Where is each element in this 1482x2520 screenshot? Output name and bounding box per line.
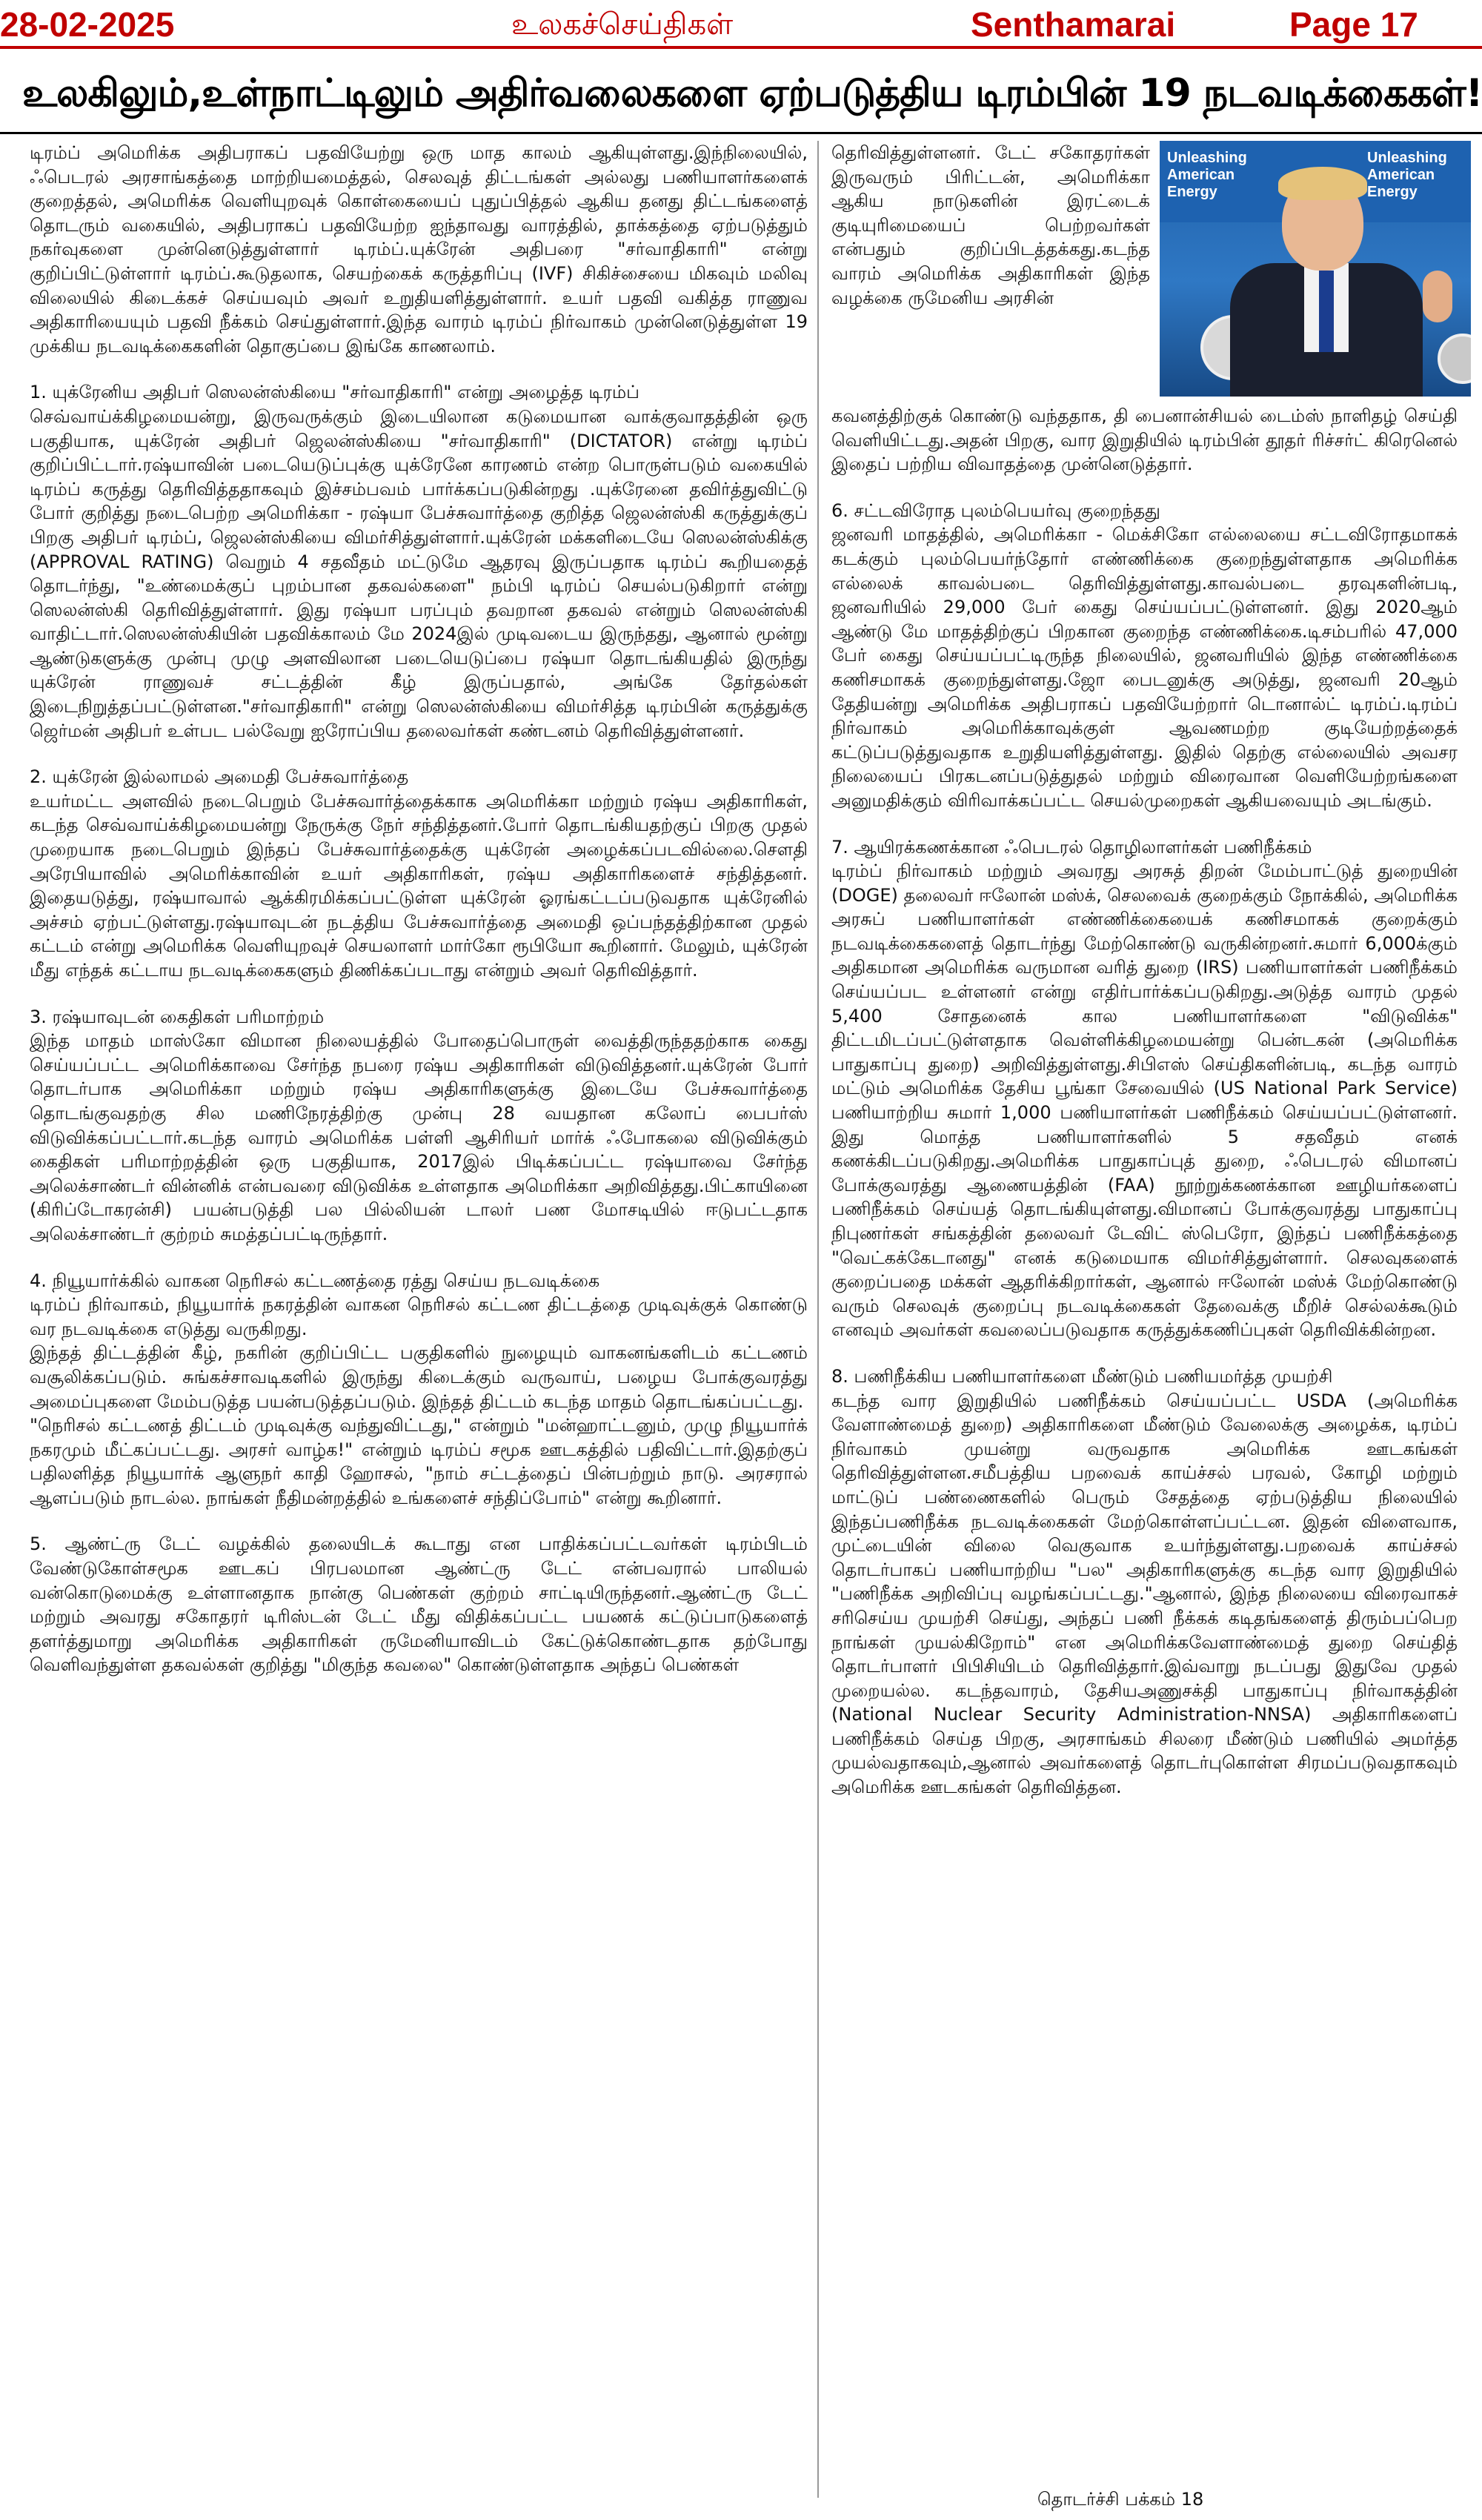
issue-date: 28-02-2025 [0, 5, 175, 44]
speaker-hand [1423, 271, 1452, 322]
item-5-continued: கவனத்திற்குக் கொண்டு வந்ததாக, தி பைனான்சியல் டைம்ஸ் நாளிதழ் செய்தி வெளியிட்டது.அதன் பிறகு, வார இறுதியில் டிரம்பின் தூதர் ரிச்சர்ட் கிரெனெல் இதைப் பற்றிய விவாதத்தை முன்னெடுத்தார். [831, 405, 1458, 475]
article-item-6: 6. சட்டவிரோத புலம்பெயர்வு குறைந்தது ஜனவரி மாதத்தில், அமெரிக்கா - மெக்சிகோ எல்லையை சட்டவிரோதமாகக் கடக்கும் புலம்பெயர்ந்தோர் எண்ணிக்கை குறைந்துள்ளதாக அமெரிக்க எல்லைக் காவல்படை தெரிவித்துள்ளது.காவல்படை தரவுகளின்படி, ஜனவரியில் 29,000 பேர் கைது செய்யப்பட்டுள்ளனர். இது 2020ஆம் ஆண்டு மே மாதத்திற்குப் பிறகான குறைந்த எண்ணிக்கை.டிசம்பரில் 47,000 பேர் கைது செய்யப்பட்டிருந்த நிலையில், ஜனவரியில் இந்த எண்ணிக்கை கணிசமாகக் குறைந்துள்ளது.ஜோ பைடனுக்கு அடுத்து, ஜனவரி 20ஆம் தேதியன்று அமெரிக்க அதிபராகப் பதவியேற்றார் டொனால்ட் டிரம்ப்.டிரம்ப் நிர்வாகம் அமெரிக்காவுக்குள் ஆவணமற்ற குடியேற்றத்தைக் கட்டுப்படுத்துவதாக உறுதியளித்துள்ளது. இதில் தெற்கு எல்லையில் அவசர நிலையைப் பிரகடனப்படுத்துதல் மற்றும் விரைவான வெளியேற்றங்களை அனுமதிக்கும் விரிவாக்கப்பட்ட செயல்முறைகள் ஆகியவையும் அடங்கும். [831, 500, 1458, 811]
article-item-3: 3. ரஷ்யாவுடன் கைதிகள் பரிமாற்றம் இந்த மாதம் மாஸ்கோ விமான நிலையத்தில் போதைப்பொருள் வைத்திருந்ததற்காக கைது செய்யப்பட்ட அமெரிக்காவை சேர்ந்த நபரை ரஷ்ய அதிகாரிகள் விடுவித்தனர்.யுக்ரேன் போர் தொடர்பாக அமெரிக்கா மற்றும் ரஷ்ய அதிகாரிகளுக்கு இடையே பேச்சுவார்த்தை தொடங்குவதற்கு சில மணிநேரத்திற்கு முன்பு 28 வயதான கலோப் பைபர்ஸ் விடுவிக்கப்பட்டார்.கடந்த வாரம் அமெரிக்க பள்ளி ஆசிரியர் மார்க் ஃபோகலை விடுவிக்கும் கைதிகள் பரிமாற்றத்தின் ஒரு பகுதியாக, 2017இல் பிடிக்கப்பட்ட ரஷ்யாவை சேர்ந்த அலெக்சாண்டர் வின்னிக் என்பவரை விடுவிக்க உள்ளதாக அமெரிக்கா அறிவித்தது.பிட்காயினை (கிரிப்டோகரன்சி) பயன்படுத்தி பல பில்லியன் டாலர் பண மோசடியில் ஈடுபட்டதாக அலெக்சாண்டர் குற்றம் சுமத்தப்பட்டிருந்தார். [30, 1006, 808, 1244]
section-name: உலகச்செய்திகள் [511, 7, 734, 42]
article-item-7: 7. ஆயிரக்கணக்கான ஃபெடரல் தொழிலாளர்கள் பணிநீக்கம் டிரம்ப் நிர்வாகம் மற்றும் அவரது அரசுத் திறன் மேம்பாட்டுத் துறையின் (DOGE) தலைவர் ஈலோன் மஸ்க், செலவைக் குறைக்கும் நோக்கில், அமெரிக்க அரசுப் பணியாளர்கள் எண்ணிக்கையைக் கணிசமாகக் குறைக்கும் நடவடிக்கைகளைத் தொடர்ந்து மேற்கொண்டு வருகின்றனர்.சுமார் 6,000க்கும் அதிகமான அமெரிக்க வருமான வரித் துறை (IRS) பணியாளர்கள் பணிநீக்கம் செய்யப்பட உள்ளனர் என்று எதிர்பார்க்கப்படுகிறது.அடுத்த வாரம் முதல் 5,400 சோதனைக் கால பணியாளர்களை "விடுவிக்க" திட்டமிடப்பட்டுள்ளதாக வெள்ளிக்கிழமையன்று பென்டகன் (அமெரிக்க பாதுகாப்பு துறை) அறிவித்துள்ளது.சிபிஎஸ் செய்திகளின்படி, கடந்த வாரம் மட்டும் அமெரிக்க தேசிய பூங்கா சேவையில் (US National Park Service) பணியாற்றிய சுமார் 1,000 பணியாளர்கள் பணிநீக்கம் செய்யப்பட்டுள்ளனர். இது மொத்த பணியாளர்களில் 5 சதவீதம் எனக் கணக்கிடப்படுகிறது.அமெரிக்க பாதுகாப்புத் துறை, ஃபெடரல் விமானப் போக்குவரத்து ஆணையத்தின் (FAA) நூற்றுக்கணக்கான ஊழியர்களைப் பணிநீக்கம் செய்யத் தொடங்கியுள்ளது.விமானப் போக்குவரத்து பாதுகாப்பு நிபுணர்கள் சங்கத்தின் தலைவர் டேவிட் ஸ்பெரோ, இந்தப் பணிநீக்கத்தை "வெட்கக்கேடானது" எனக் கடுமையாக விமர்சித்துள்ளார். செலவுகளைக் குறைப்பதை மக்கள் ஆதரிக்கிறார்கள், ஆனால் ஈலோன் மஸ்க் மேற்கொண்டு வரும் செலவுக் குறைப்பு நடவடிக்கைகள் தேவைக்கு மீறிச் செல்லக்கூடும் எனவும் அவர்கள் கவலைப்படுவதாக கருத்துக்கணிப்புகள் தெரிவிக்கின்றன. [831, 836, 1458, 1341]
article-item-2: 2. யுக்ரேன் இல்லாமல் அமைதி பேச்சுவார்த்தை உயர்மட்ட அளவில் நடைபெறும் பேச்சுவார்த்தைக்காக அமெரிக்கா மற்றும் ரஷ்ய அதிகாரிகள், கடந்த செவ்வாய்க்கிழமையன்று நேருக்கு நேர் சந்தித்தனர்.போர் தொடங்கியதற்குப் பிறகு முதல் முறையாக நடைபெறும் இந்தப் பேச்சுவார்த்தைக்கு யுக்ரேன் அழைக்கப்படவில்லை.சௌதி அரேபியாவில் அமெரிக்காவின் உயர் அதிகாரிகள், ரஷ்ய அதிகாரிகளைச் சந்தித்தனர். இதையடுத்து, ரஷ்யாவால் ஆக்கிரமிக்கப்பட்டுள்ள யுக்ரேன் ஓரங்கட்டப்படுவதாக யுக்ரேனில் அச்சம் ஏற்பட்டுள்ளது.ரஷ்யாவுடன் நடத்திய பேச்சுவார்த்தை அமைதி ஒப்பந்தத்திற்கான முதல் கட்டம் என்று அமெரிக்க வெளியுறவுச் செயலாளர் மார்கோ ரூபியோ கூறினார். மேலும், யுக்ரேன் மீது எந்தக் கட்டாய நடவடிக்கைகளும் திணிக்கப்படாது என்றும் அவர் தெரிவித்தார். [30, 766, 808, 981]
backdrop-slogan-left: Unleashing American Energy [1167, 150, 1247, 200]
intro-paragraph: டிரம்ப் அமெரிக்க அதிபராகப் பதவியேற்று ஒரு மாத காலம் ஆகியுள்ளது.இந்நிலையில், ஃபெடரல் அரசாங்கத்தை மாற்றியமைத்தல், செலவுத் திட்டங்கள் அல்லது பணியாளர்களைக் குறைத்தல், அமெரிக்க வெளியுறவுக் கொள்கையைப் புதுப்பித்தல் ஆகிய தனது திட்டங்களைத் தொடரும் வகையில், அதிபராகப் பதவியேற்ற ஐந்தாவது வாரத்தில், தாக்கத்தை ஏற்படுத்தும் நகர்வுகளை முன்னெடுத்துள்ளார் டிரம்ப்.யுக்ரேன் அதிபரை "சர்வாதிகாரி" என்று குறிப்பிட்டுள்ளார் டிரம்ப்.கூடுதலாக, செயற்கைக் கருத்தரிப்பு (IVF) சிகிச்சையை மிகவும் மலிவு விலையில் கிடைக்கச் செய்யவும் அவர் உறுதியளித்துள்ளார். உயர் பதவி வகித்த ராணுவ அதிகாரியையும் பதவி நீக்கம் செய்துள்ளார்.இந்த வாரம் டிரம்ப் நிர்வாகம் முன்னெடுத்துள்ள 19 முக்கிய நடவடிக்கைகளின் தொகுப்பை இங்கே காணலாம். [30, 142, 808, 357]
right-column [831, 404, 1458, 1822]
page-number: Page 17 [1289, 5, 1418, 44]
masthead [0, 0, 1482, 52]
article-item-5: 5. ஆண்ட்ரு டேட் வழக்கில் தலையிடக் கூடாது என பாதிக்கப்பட்டவர்கள் டிரம்பிடம் வேண்டுகோள்சமூக ஊடகப் பிரபலமான ஆண்ட்ரு டேட் என்பவரால் பாலியல் வன்கொடுமைக்கு உள்ளானதாக நான்கு பெண்கள் குற்றம் சாட்டியிருந்தனர்.ஆண்ட்ரு டேட் மற்றும் அவரது சகோதரர் டிரிஸ்டன் டேட் மீது விதிக்கப்பட்ட பயணக் கட்டுப்பாடுகளைத் தளர்த்துமாறு அமெரிக்க அதிகாரிகள் ருமேனியாவிடம் கேட்டுக்கொண்டதாக தற்போது வெளிவந்துள்ள தகவல்கள் குறித்து "மிகுந்த கவலை" கொண்டுள்ளதாக அந்தப் பெண்கள் [30, 1533, 808, 1676]
trump-speech-photo [1160, 141, 1471, 397]
left-column [30, 141, 808, 1700]
speaker-hair [1278, 167, 1367, 200]
headline: உலகிலும்,உள்நாட்டிலும் அதிர்வலைகளை ஏற்படுத்திய டிரம்பின் 19 நடவடிக்கைகள்! [22, 71, 1482, 116]
continued-on-page: தொடர்ச்சி பக்கம் 18 [1037, 2489, 1204, 2510]
article-item-8: 8. பணிநீக்கிய பணியாளர்களை மீண்டும் பணியமர்த்த முயற்சி கடந்த வார இறுதியில் பணிநீக்கம் செய்யப்பட்ட USDA (அமெரிக்க வேளாண்மைத் துறை) அதிகாரிகளை மீண்டும் வேலைக்கு அழைக்க, டிரம்ப் நிர்வாகம் முயன்று வருவதாக அமெரிக்க ஊடகங்கள் தெரிவித்துள்ளன.சமீபத்திய பறவைக் காய்ச்சல் பரவல், கோழி மற்றும் மாட்டுப் பண்ணைகளில் பெரும் சேதத்தை ஏற்படுத்திய நிலையில் இந்தப்பணிநீக்க நடவடிக்கைகள் மேற்கொள்ளப்பட்டன. இதன் விளைவாக, முட்டையின் விலை வெகுவாக உயர்ந்துள்ளது.பறவைக் காய்ச்சல் தொடர்பாகப் பணியாற்றிய "பல" அதிகாரிகளுக்கு கடந்த வார இறுதியில் "பணிநீக்க அறிவிப்பு வழங்கப்பட்டது."ஆனால், இந்த நிலையை விரைவாகச் சரிசெய்ய முயற்சி செய்து, அந்தப் பணி நீக்கக் கடிதங்களைத் திரும்பப்பெற நாங்கள் முயல்கிறோம்" என அமெரிக்கவேளாண்மைத் துறை செய்தித் தொடர்பாளர் பிபிசியிடம் தெரிவித்தார்.இவ்வாறு நடப்பது இதுவே முதல் முறையல்ல. கடந்தவாரம், தேசியஅணுசக்தி பாதுகாப்பு நிர்வாகத்தின் (National Nuclear Security Administration-NNSA) அதிகாரிகளைப் பணிநீக்கம் செய்த பிறகு, அரசாங்கம் சிலரை மீண்டும் பணியில் அமர்த்த முயல்வதாகவும்,ஆனால் அவர்களைத் தொடர்புகொள்ள சிரமப்படுவதாகவும் அமெரிக்க ஊடகங்கள் தெரிவித்தன. [831, 1365, 1458, 1798]
headline-rule [0, 132, 1482, 134]
article-item-1: 1. யுக்ரேனிய அதிபர் ஸெலன்ஸ்கியை "சர்வாதிகாரி" என்று அழைத்த டிரம்ப் செவ்வாய்க்கிழமையன்று, இருவருக்கும் இடையிலான கடுமையான வாக்குவாதத்தின் ஒரு பகுதியாக, யுக்ரேன் அதிபர் ஜெலன்ஸ்கியை "சர்வாதிகாரி" (DICTATOR) என்று டிரம்ப் குறிப்பிட்டார்.ரஷ்யாவின் படையெடுப்புக்கு யுக்ரேனே காரணம் என்ற பொருள்படும் வகையில் டிரம்ப் கருத்து தெரிவித்ததாகவும் இச்சம்பவம் பார்க்கப்படுகின்றது .யுக்ரேனை தவிர்த்துவிட்டு போர் குறித்து நடைபெற்ற அமெரிக்கா - ரஷ்யா பேச்சுவார்த்தை குறித்த ஜெலன்ஸ்கி கருத்துக்குப் பிறகு அதிபர் டிரம்ப், ஜெலன்ஸ்கியை விமர்சித்துள்ளார்.யுக்ரேன் மக்களிடையே ஸெலன்ஸ்கிக்கு (APPROVAL RATING) வெறும் 4 சதவீதம் மட்டுமே ஆதரவு இருப்பதாக டிரம்ப் கூறியதைத் தொடர்ந்து, "உண்மைக்குப் புறம்பான தகவல்களை" நம்பி டிரம்ப் செயல்படுகிறார் என்று ஸெலன்ஸ்கி தெரிவித்துள்ளார். இது ரஷ்யா பரப்பும் தவறான தகவல் என்றும் ஸெலன்ஸ்கி வாதிட்டார்.ஸெலன்ஸ்கியின் பதவிக்காலம் மே 2024இல் முடிவடைய இருந்தது, ஆனால் மூன்று ஆண்டுகளுக்கு முன்பு முழு அளவிலான படையெடுப்பை ரஷ்யா தொடங்கியதில் இருந்து யுக்ரேன் ராணுவச் சட்டத்தின் கீழ் இருப்பதால், அங்கே தேர்தல்கள் இடைநிறுத்தப்பட்டுள்ளன."சர்வாதிகாரி" என்று ஸெலன்ஸ்கியை விமர்சித்த டிரம்பின் கருத்துக்கு ஜெர்மன் அதிபர் உள்பட பல்வேறு ஐரோப்பிய தலைவர்கள் கண்டனம் தெரிவித்துள்ளனர். [30, 382, 808, 741]
backdrop-slogan-right: Unleashing American Energy [1367, 150, 1447, 200]
article-item-4: 4. நியூயார்க்கில் வாகன நெரிசல் கட்டணத்தை ரத்து செய்ய நடவடிக்கை டிரம்ப் நிர்வாகம், நியூயார்க் நகரத்தின் வாகன நெரிசல் கட்டண திட்டத்தை முடிவுக்குக் கொண்டு வர நடவடிக்கை எடுத்து வருகிறது. இந்தத் திட்டத்தின் கீழ், நகரின் குறிப்பிட்ட பகுதிகளில் நுழையும் வாகனங்களிடம் கட்டணம் வசூலிக்கப்படும். சுங்கச்சாவடிகளில் இருந்து கிடைக்கும் வருவாய், பழைய போக்குவரத்து அமைப்புகளை மேம்படுத்த பயன்படுத்தப்படும். இந்தத் திட்டம் கடந்த மாதம் தொடங்கப்பட்டது. "நெரிசல் கட்டணத் திட்டம் முடிவுக்கு வந்துவிட்டது," என்றும் "மன்ஹாட்டனும், முழு நியூயார்க் நகரமும் மீட்கப்பட்டது. அரசர் வாழ்க!" என்றும் டிரம்ப் சமூக ஊடகத்தில் பதிவிட்டார்.இதற்குப் பதிலளித்த நியூயார்க் ஆளுநர் காதி ஹோசல், "நாம் சட்டத்தைப் பின்பற்றும் நாடு. அரசரால் ஆளப்படும் நாடல்ல. நாங்கள் நீதிமன்றத்தில் உங்களைச் சந்திப்போம்" என்று கூறினார். [30, 1270, 808, 1508]
newspaper-name: Senthamarai [971, 5, 1176, 44]
masthead-rule [0, 46, 1482, 49]
podium-seal [1438, 334, 1471, 384]
speaker-tie [1319, 271, 1334, 352]
right-column-top-text: தெரிவித்துள்ளனர். டேட் சகோதரர்கள் இருவரும் பிரிட்டன், அமெரிக்கா ஆகிய நாடுகளின் இரட்டைக் குடியுரிமையைப் பெற்றவர்கள் என்பதும் குறிப்பிடத்தக்கது.கடந்த வாரம் அமெரிக்க அதிகாரிகள் இந்த வழக்கை ருமேனிய அரசின் [831, 142, 1150, 308]
column-divider [817, 141, 819, 2498]
